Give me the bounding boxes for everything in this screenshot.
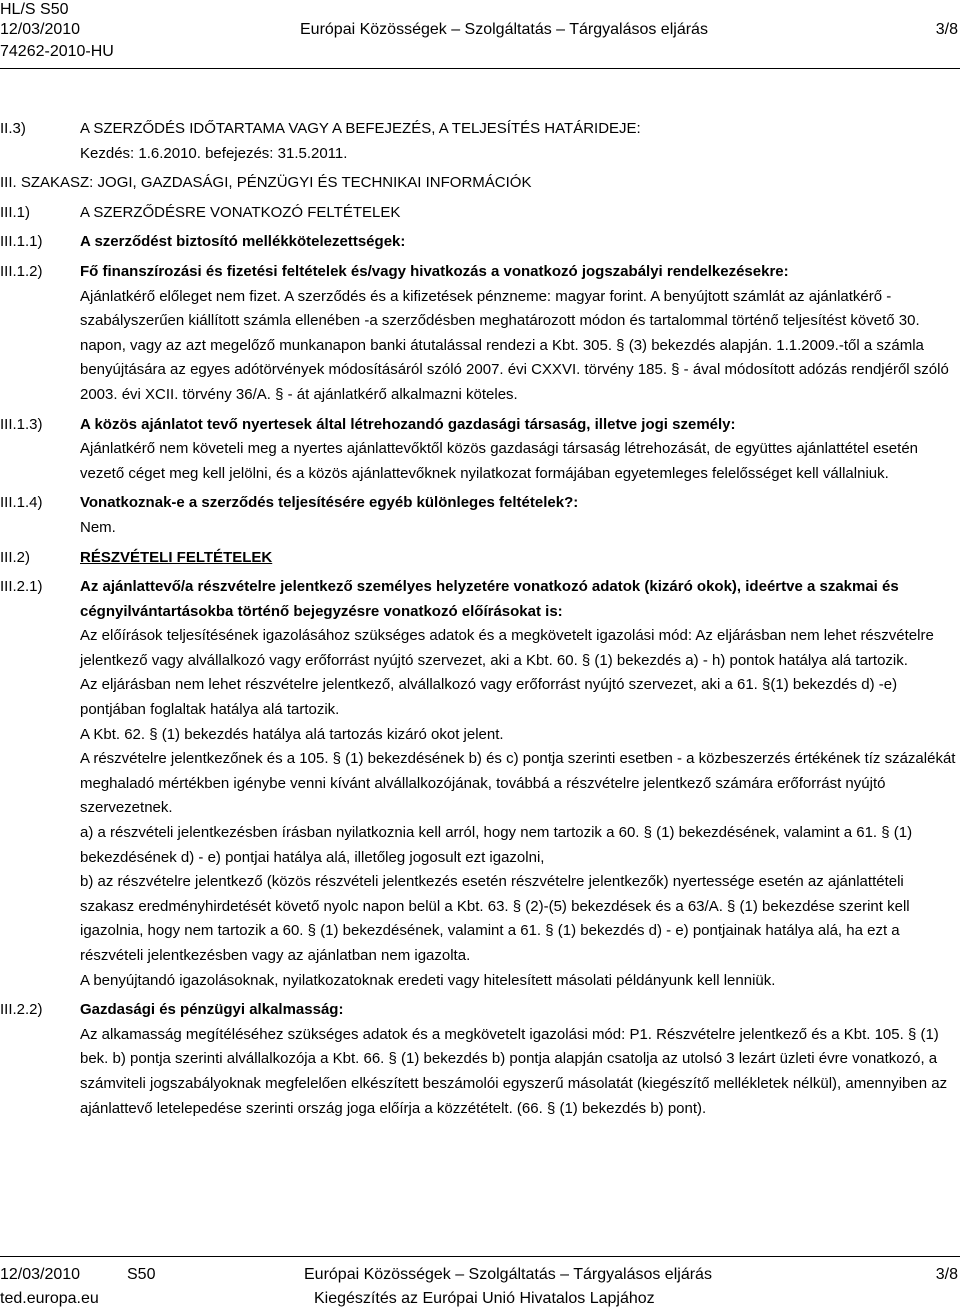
section-row [0,413,958,487]
section-number: III.1.4) [0,494,43,512]
section-row [0,998,958,1121]
section-number: III.2) [0,548,31,566]
section-title: A közös ajánlatot tevő nyertesek által létrehozandó gazdasági társaság, illetve jogi személy: [80,415,736,433]
section-row [0,546,958,571]
section-paragraph: Az alkamasság megítéléséhez szükséges adatok és a megkövetelt igazolási mód: P1. Részvételre jelentkező és a Kbt. 105. § (1) bek. b) pontja szerinti alvállalkozója a Kbt. 66. § (1) bekezdés b) pontja alapján csatolja az utolsó 3 lezárt üzleti évre vonatkozó, a számviteli jogszabályoknak megfelelően elkészített beszámolói egyszerű másolatát (kiegészítő mellékletek nélkül), amennyiben az ajánlattevő letelepedése szerinti ország joga előírja a közzétételt. (66. § (1) bekezdés b) pont). [80,1025,948,1117]
section-body [80,260,958,408]
section-title: Vonatkoznak-e a szerződés teljesítésére egyéb különleges feltételek?: [80,494,579,512]
header-date: 12/03/2010 [0,21,81,38]
section-body [80,230,958,255]
header-title: Európai Közösségek – Szolgáltatás – Tárgyalásos eljárás [300,21,708,38]
footer-page-number: 3/8 [935,1266,958,1283]
section-title: Az ajánlattevő/a részvételre jelentkező személyes helyzetére vonatkozó adatok (kizáró okok), ideértve a szakmai és cégnyilvántartásokba történő bejegyzésre vonatkozó előírásokat is: [80,578,899,620]
section-title: Fő finanszírozási és fizetési feltételek és/vagy hivatkozás a vonatkozó jogszabályi rendelkezésekre: [80,262,789,280]
section-row [0,230,958,255]
section-number: III.2.2) [0,1001,43,1019]
section-paragraph: a) a részvételi jelentkezésben írásban nyilatkoznia kell arról, hogy nem tartozik a 60. § (1) bekezdésének, valamint a 61. § (1) bekezdésének d) - e) pontjai hatálya alá, illetőleg jogosult ezt igazolni, [80,824,913,866]
header-page-number: 3/8 [935,21,958,38]
section-paragraph: A benyújtandó igazolásoknak, nyilatkozatoknak eredeti vagy hitelesített másolati példányunk kell lenniük. [80,971,776,989]
section-paragraph: A Kbt. 62. § (1) bekezdés hatálya alá tartozás kizáró okot jelent. [80,725,504,743]
header-ref: 74262-2010-HU [0,43,114,60]
section-number: III.1.3) [0,415,43,433]
section-paragraph: Kezdés: 1.6.2010. befejezés: 31.5.2011. [80,144,348,162]
page-footer [0,1254,960,1311]
section-title: RÉSZVÉTELI FELTÉTELEK [80,548,273,566]
section-row [0,491,958,540]
section-body [80,546,958,571]
doc-id: HL/S S50 [0,1,69,18]
section-number: III.1.1) [0,233,43,251]
section-heading: III. SZAKASZ: JOGI, GAZDASÁGI, PÉNZÜGYI ÉS TECHNIKAI INFORMÁCIÓK [0,174,532,192]
section-body [80,998,958,1121]
section-number: III.1) [0,203,31,221]
section-paragraph: Ajánlatkérő nem követeli meg a nyertes ajánlattevőktől közös gazdasági társaság létrehozását, de együttes ajánlattétel esetén vezető céget meg kell jelölni, és a közös ajánlattevőknek nyilatkozat formájában egyetemleges felelősséget kell vállalniuk. [80,440,919,482]
section-row [0,575,958,993]
footer-title: Európai Közösségek – Szolgáltatás – Tárgyalásos eljárás [304,1266,712,1283]
section-paragraph: b) az részvételre jelentkező (közös részvételi jelentkezés esetén részvételre jelentkezők) nyertessége esetén az ajánlattételi szakasz eredményhirdetését követő nyolc napon belül a Kbt. 63. § (2)-(5) bekezdések és a 63/A. § (1) bekezdése szerint kell igazolnia, hogy nem tartozik a 60. § (1) bekezdésének, valamint a 61. § (1) bekezdés d) - e) pontjainak hatálya alá, ha ezt a részvételi jelentkezésben vagy az ajánlatban nem igazolta. [80,873,910,964]
section-paragraph: Nem. [80,518,116,536]
header-divider [0,68,960,69]
footer-subtitle: Kiegészítés az Európai Unió Hivatalos Lapjához [314,1290,655,1307]
section-paragraph: Az eljárásban nem lehet részvételre jelentkező, alvállalkozó vagy erőforrást nyújtó szervezet, aki a 61. §(1) bekezdés d) -e) pontjában foglaltak hatálya alá tartozik. [80,676,898,719]
section-row [0,260,958,408]
section-row [0,117,958,166]
footer-series: S50 [127,1266,156,1283]
footer-site-link[interactable]: ted.europa.eu [0,1290,99,1307]
section-paragraph: A részvételre jelentkezőnek és a 105. § (1) bekezdésének b) és c) pontja szerinti esetben - a közbeszerzés értékének tíz százalékát meghaladó mértékben igénybe venni kívánt alvállalkozójának, továbbá a részvételre jelentkező számára erőforrást nyújtó szervezetnek. [80,750,956,817]
section-paragraph: Ajánlatkérő előleget nem fizet. A szerződés és a kifizetések pénzneme: magyar forint. A benyújtott számlát az ajánlatkérő - szabályszerűen kiállított számla ellenében -a szerződésben meghatározott módon és tartalommal történő teljesítést követő 30. napon, vagy az azt megelőző munkanapon banki átutalással rendezi a Kbt. 305. § (3) bekezdés alapján. 1.1.2009.-től a számla benyújtására az egyes adótörvények módosításáról szóló 2007. évi CXXVI. törvény 185. § - ával módosított adózás rendjéről szóló 2003. évi XCII. törvény 36/A. § - át ajánlatkérő alkalmazni köteles. [80,287,949,403]
section-body [80,201,958,226]
section-body [80,575,958,993]
section-body [80,413,958,487]
document-body [0,117,958,1126]
section-title: A SZERZŐDÉSRE VONATKOZÓ FELTÉTELEK [80,203,401,221]
section-body [80,117,958,166]
section-title: Gazdasági és pénzügyi alkalmasság: [80,1001,344,1019]
section-number: III.2.1) [0,578,43,596]
section-number: III.1.2) [0,262,43,280]
section-paragraph: Az előírások teljesítésének igazolásához szükséges adatok és a megkövetelt igazolási mód: Az eljárásban nem lehet részvételre jelentkező vagy alvállalkozó vagy erőforrást nyújtó szervezet, aki a Kbt. 60. § (1) bekezdés a) - h) pontok hatálya alá tartozik. [80,627,934,669]
section-title: A SZERZŐDÉS IDŐTARTAMA VAGY A BEFEJEZÉS, A TELJESÍTÉS HATÁRIDEJE: [80,120,641,137]
section-body [80,491,958,540]
section-title: A szerződést biztosító mellékkötelezettségek: [80,233,406,251]
page-header [0,0,960,66]
section-number: II.3) [0,120,26,137]
footer-date: 12/03/2010 [0,1266,81,1283]
section-row [0,201,958,226]
